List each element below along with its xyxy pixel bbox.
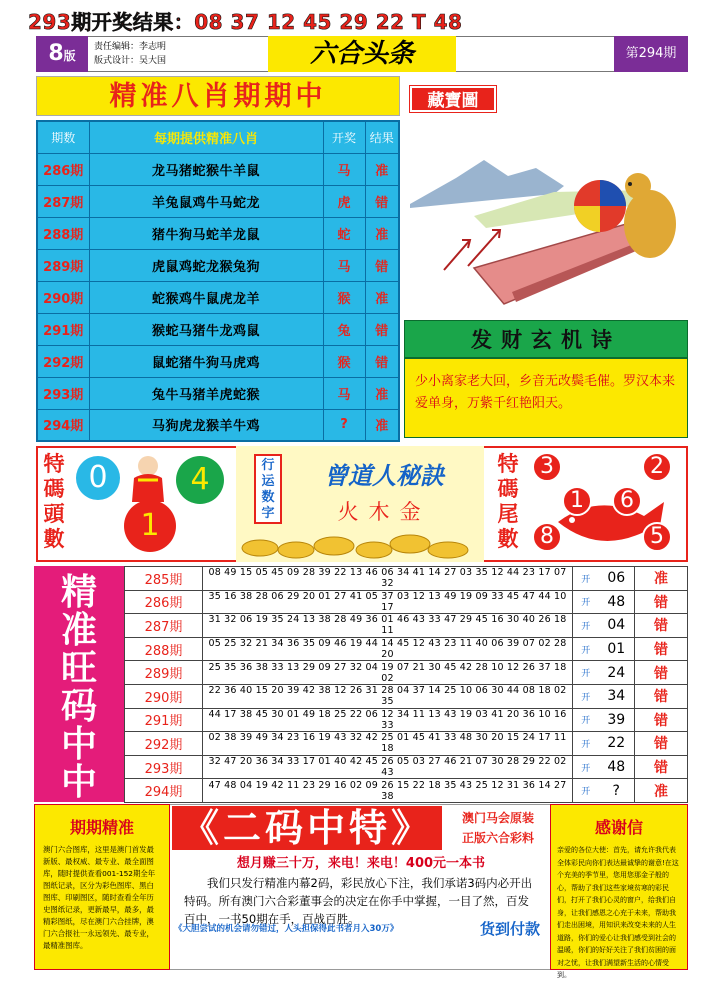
period-cell: 293期 xyxy=(125,755,203,779)
head-number-label xyxy=(40,452,68,552)
period-cell: 293期 xyxy=(37,377,89,409)
period-cell: 287期 xyxy=(37,185,89,217)
table-row xyxy=(125,732,688,756)
open-label-cell: 开 xyxy=(573,661,599,685)
page-number-badge: 8版 xyxy=(36,36,88,72)
table-row xyxy=(37,313,399,345)
zodiacs-cell: 虎鼠鸡蛇龙猴兔狗 xyxy=(89,249,323,281)
result-cell: 准 xyxy=(365,153,399,185)
draw-cell: 马 xyxy=(323,249,365,281)
numbers-cell: 05 25 32 21 34 36 35 09 46 19 44 14 45 12 43 23 11 40 06 39 07 02 28 20 xyxy=(203,637,573,661)
zodiacs-cell: 兔牛马猪羊虎蛇猴 xyxy=(89,377,323,409)
result-cell: 错 xyxy=(635,755,688,779)
draw-cell: 兔 xyxy=(323,313,365,345)
result-cell: 错 xyxy=(635,637,688,661)
zodiacs-cell: 猪牛狗马蛇羊龙鼠 xyxy=(89,217,323,249)
draw-cell: 22 xyxy=(599,732,635,756)
latest-result-headline: 293期开奖结果：08 37 12 45 29 22 T 48 xyxy=(28,10,463,34)
table-header-row xyxy=(37,121,399,153)
zodiacs-cell: 马狗虎龙猴羊牛鸡 xyxy=(89,409,323,441)
draw-cell: 48 xyxy=(599,590,635,614)
label-char: 數 xyxy=(43,527,65,551)
brand-title: 六合头条 xyxy=(268,36,456,72)
period-cell: 288期 xyxy=(125,637,203,661)
result-cell: 错 xyxy=(365,185,399,217)
open-label-cell: 开 xyxy=(573,779,599,803)
label-char: 码 xyxy=(60,686,97,727)
period-cell: 287期 xyxy=(125,614,203,638)
numbers-cell: 25 35 36 38 33 13 29 09 27 32 04 19 07 21 30 45 42 28 10 12 26 37 18 02 xyxy=(203,661,573,685)
numbers-cell: 32 47 20 36 34 33 17 01 40 42 45 26 05 03 27 46 21 07 30 28 29 22 02 43 xyxy=(203,755,573,779)
left-promo-title: 期期精准 xyxy=(69,818,134,837)
zodiacs-cell: 猴蛇马猪牛龙鸡鼠 xyxy=(89,313,323,345)
period-cell: 285期 xyxy=(125,567,203,591)
editor-line: 责任编辑：李志明 xyxy=(94,42,167,52)
numbers-cell: 44 17 38 45 30 01 49 18 25 22 06 12 34 11 13 43 19 03 41 20 36 10 16 33 xyxy=(203,708,573,732)
gold-ingots-icon xyxy=(238,526,482,560)
period-cell: 292期 xyxy=(125,732,203,756)
label-char: 碼 xyxy=(497,477,519,501)
table-row xyxy=(125,661,688,685)
draw-cell: 猴 xyxy=(323,345,365,377)
result-cell: 错 xyxy=(635,614,688,638)
result-cell: 错 xyxy=(635,732,688,756)
thank-you-letter xyxy=(550,804,688,979)
result-cell: 准 xyxy=(635,779,688,803)
open-label-cell: 开 xyxy=(573,637,599,661)
table-row xyxy=(37,249,399,281)
label-char: 中 xyxy=(60,762,97,803)
numbers-cell: 08 49 15 05 45 09 28 39 22 13 46 06 34 41 14 27 03 35 12 44 23 17 07 32 xyxy=(203,567,573,591)
result-cell: 错 xyxy=(635,708,688,732)
tail-number-ball: 2 xyxy=(642,452,672,482)
label-char: 准 xyxy=(60,610,97,651)
result-cell: 错 xyxy=(365,249,399,281)
result-cell: 准 xyxy=(635,567,688,591)
result-cell: 准 xyxy=(365,409,399,441)
tail-number-ball: 5 xyxy=(642,522,672,552)
bear-ball-illustration xyxy=(404,120,688,318)
zodiacs-cell: 羊兔鼠鸡牛马蛇龙 xyxy=(89,185,323,217)
issue-number: 第294期 xyxy=(614,36,688,72)
luck-number-label: 行运数字 xyxy=(254,454,282,524)
left-promo-text: 澳门六合图库，这里是澳门首发最新版、最权威、最专业、最全面图库，随时提供查看001-152期全年图纸记录，区分为彩色图库、黑白图库、印刷图区，随时查看全年历史图纸记录，更新最早，最多，最精彩图纸，尽在澳门六合挂牌，澳门六合报社一永远领先、最专业，最精准图库。 xyxy=(43,845,156,950)
tail-number-ball: 8 xyxy=(532,522,562,552)
table-row xyxy=(37,377,399,409)
period-cell: 290期 xyxy=(125,684,203,708)
numbers-cell: 47 48 04 19 42 11 23 29 16 02 09 26 15 22 18 35 43 25 12 31 36 14 27 38 xyxy=(203,779,573,803)
draw-cell: 48 xyxy=(599,755,635,779)
treasure-map-tag: 藏寶圖 xyxy=(410,86,496,112)
head-number-ball: 1 xyxy=(124,500,176,552)
label-char: 中 xyxy=(60,724,97,765)
result-cell: 错 xyxy=(365,345,399,377)
result-cell: 错 xyxy=(635,590,688,614)
result-cell: 错 xyxy=(635,684,688,708)
period-cell: 289期 xyxy=(37,249,89,281)
poem-body: 少小离家老大回，乡音无改鬓毛催。罗汉本来爱单身，万紫千红艳阳天。 xyxy=(404,358,688,438)
col-result: 结果 xyxy=(365,121,399,153)
result-cell: 准 xyxy=(365,281,399,313)
table-row xyxy=(125,708,688,732)
macau-source-label xyxy=(446,806,550,850)
left-promo-box xyxy=(34,804,170,970)
table-row xyxy=(37,217,399,249)
label-char: 精 xyxy=(60,572,97,613)
open-label-cell: 开 xyxy=(573,614,599,638)
label-char: 特 xyxy=(497,452,519,476)
table-row xyxy=(125,755,688,779)
macau-line: 正版六合彩料 xyxy=(461,831,534,845)
draw-cell: 01 xyxy=(599,637,635,661)
table-row xyxy=(37,281,399,313)
draw-cell: 24 xyxy=(599,661,635,685)
open-label-cell: 开 xyxy=(573,755,599,779)
wangma-table xyxy=(124,566,688,803)
tail-number-label xyxy=(494,452,522,552)
table-row xyxy=(125,779,688,803)
thank-you-text: 亲爱的各位大使：首先，请允许我代表全体彩民向你们表达最诚挚的谢意!在这个充美的季节里，您用您那金子般的心，帮助了我们这些家境贫寒的彩民们，打开了我们心灵的窗户，给我们自身，让我们感恩之心充于未来，帮助我们走出困境，用知识来改变未来的人生道路，你们的爱心让我们感受到社会的温暖，你们的好好关注了我们贫困的面对之忧，让我们满望新生活的心情受到。 xyxy=(557,846,679,979)
open-label-cell: 开 xyxy=(573,732,599,756)
period-cell: 294期 xyxy=(37,409,89,441)
col-period: 期数 xyxy=(37,121,89,153)
poem-title: 发财玄机诗 xyxy=(404,320,688,358)
eight-zodiac-table xyxy=(36,120,400,442)
draw-cell: 虎 xyxy=(323,185,365,217)
open-label-cell: 开 xyxy=(573,590,599,614)
draw-cell: ? xyxy=(599,779,635,803)
draw-cell: 06 xyxy=(599,567,635,591)
numbers-cell: 02 38 39 49 34 23 16 19 43 32 42 25 01 45 41 33 48 30 20 15 24 17 11 18 xyxy=(203,732,573,756)
period-cell: 291期 xyxy=(37,313,89,345)
wangma-side-label xyxy=(34,566,124,802)
result-cell: 准 xyxy=(365,217,399,249)
numbers-cell: 35 16 38 28 06 29 20 01 27 41 05 37 03 12 13 49 19 09 33 45 47 44 10 17 xyxy=(203,590,573,614)
col-zodiacs: 每期提供精准八肖 xyxy=(89,121,323,153)
fortune-child-icon xyxy=(120,452,176,504)
thank-you-title: 感谢信 xyxy=(594,818,643,837)
table-row xyxy=(125,614,688,638)
table-row xyxy=(125,590,688,614)
draw-cell: ? xyxy=(323,409,365,441)
table-row xyxy=(37,153,399,185)
draw-cell: 39 xyxy=(599,708,635,732)
secret-formula-title: 曾道人秘訣 xyxy=(324,462,444,490)
macau-line: 澳门马会原装 xyxy=(461,811,534,825)
footnote: 《大胆尝试的机会请勿错过，人头担保得此书者月入30万》 xyxy=(174,924,399,934)
tail-number-ball: 1 xyxy=(562,486,592,516)
label-char: 旺 xyxy=(60,648,97,689)
open-label-cell: 开 xyxy=(573,567,599,591)
designer-line: 版式设计：吴大国 xyxy=(94,56,167,66)
eight-zodiac-title: 精准八肖期期中 xyxy=(36,76,400,116)
zodiacs-cell: 龙马猪蛇猴牛羊鼠 xyxy=(89,153,323,185)
cash-on-delivery: 货到付款 xyxy=(479,920,540,938)
draw-cell: 猴 xyxy=(323,281,365,313)
draw-cell: 04 xyxy=(599,614,635,638)
table-row xyxy=(37,345,399,377)
numbers-cell: 22 36 40 15 20 39 42 38 12 26 31 28 04 37 14 25 10 06 30 44 08 18 02 35 xyxy=(203,684,573,708)
table-row xyxy=(37,185,399,217)
two-code-banner: 《二码中特》 xyxy=(172,806,442,850)
draw-cell: 34 xyxy=(599,684,635,708)
period-cell: 289期 xyxy=(125,661,203,685)
label-char: 碼 xyxy=(43,477,65,501)
promise-text: 我们只发行精准内幕2码，彩民放心下注，我们承诺3码内必开出特码。所有澳门六合彩董事会的决定在你手中掌握，一目了然，百发百中，一书50期在手，百战百胜。 xyxy=(184,876,533,926)
table-row xyxy=(37,409,399,441)
table-row xyxy=(125,567,688,591)
label-char: 特 xyxy=(43,452,65,476)
period-cell: 290期 xyxy=(37,281,89,313)
five-elements: 火木金 xyxy=(337,500,431,524)
period-cell: 286期 xyxy=(125,590,203,614)
head-number-ball: 4 xyxy=(176,456,224,504)
zodiacs-cell: 蛇猴鸡牛鼠虎龙羊 xyxy=(89,281,323,313)
open-label-cell: 开 xyxy=(573,708,599,732)
tail-number-ball: 6 xyxy=(612,486,642,516)
period-cell: 288期 xyxy=(37,217,89,249)
editor-credits xyxy=(94,40,264,68)
draw-cell: 马 xyxy=(323,377,365,409)
head-number-ball: 0 xyxy=(76,456,120,500)
label-char: 頭 xyxy=(43,502,65,526)
period-cell: 291期 xyxy=(125,708,203,732)
label-char: 尾 xyxy=(497,502,519,526)
result-cell: 错 xyxy=(635,661,688,685)
income-hook: 想月赚三十万，来电！来电！400元一本书 xyxy=(236,856,486,871)
table-row xyxy=(125,684,688,708)
open-label-cell: 开 xyxy=(573,684,599,708)
table-row xyxy=(125,637,688,661)
result-cell: 准 xyxy=(365,377,399,409)
draw-cell: 蛇 xyxy=(323,217,365,249)
period-cell: 292期 xyxy=(37,345,89,377)
zodiacs-cell: 鼠蛇猪牛狗马虎鸡 xyxy=(89,345,323,377)
draw-cell: 马 xyxy=(323,153,365,185)
numbers-cell: 31 32 06 19 35 24 13 38 28 49 36 01 46 43 33 47 29 45 16 30 40 26 18 11 xyxy=(203,614,573,638)
label-char: 數 xyxy=(497,527,519,551)
tail-number-ball: 3 xyxy=(532,452,562,482)
result-cell: 错 xyxy=(365,313,399,345)
col-draw: 开奖 xyxy=(323,121,365,153)
period-cell: 294期 xyxy=(125,779,203,803)
period-cell: 286期 xyxy=(37,153,89,185)
